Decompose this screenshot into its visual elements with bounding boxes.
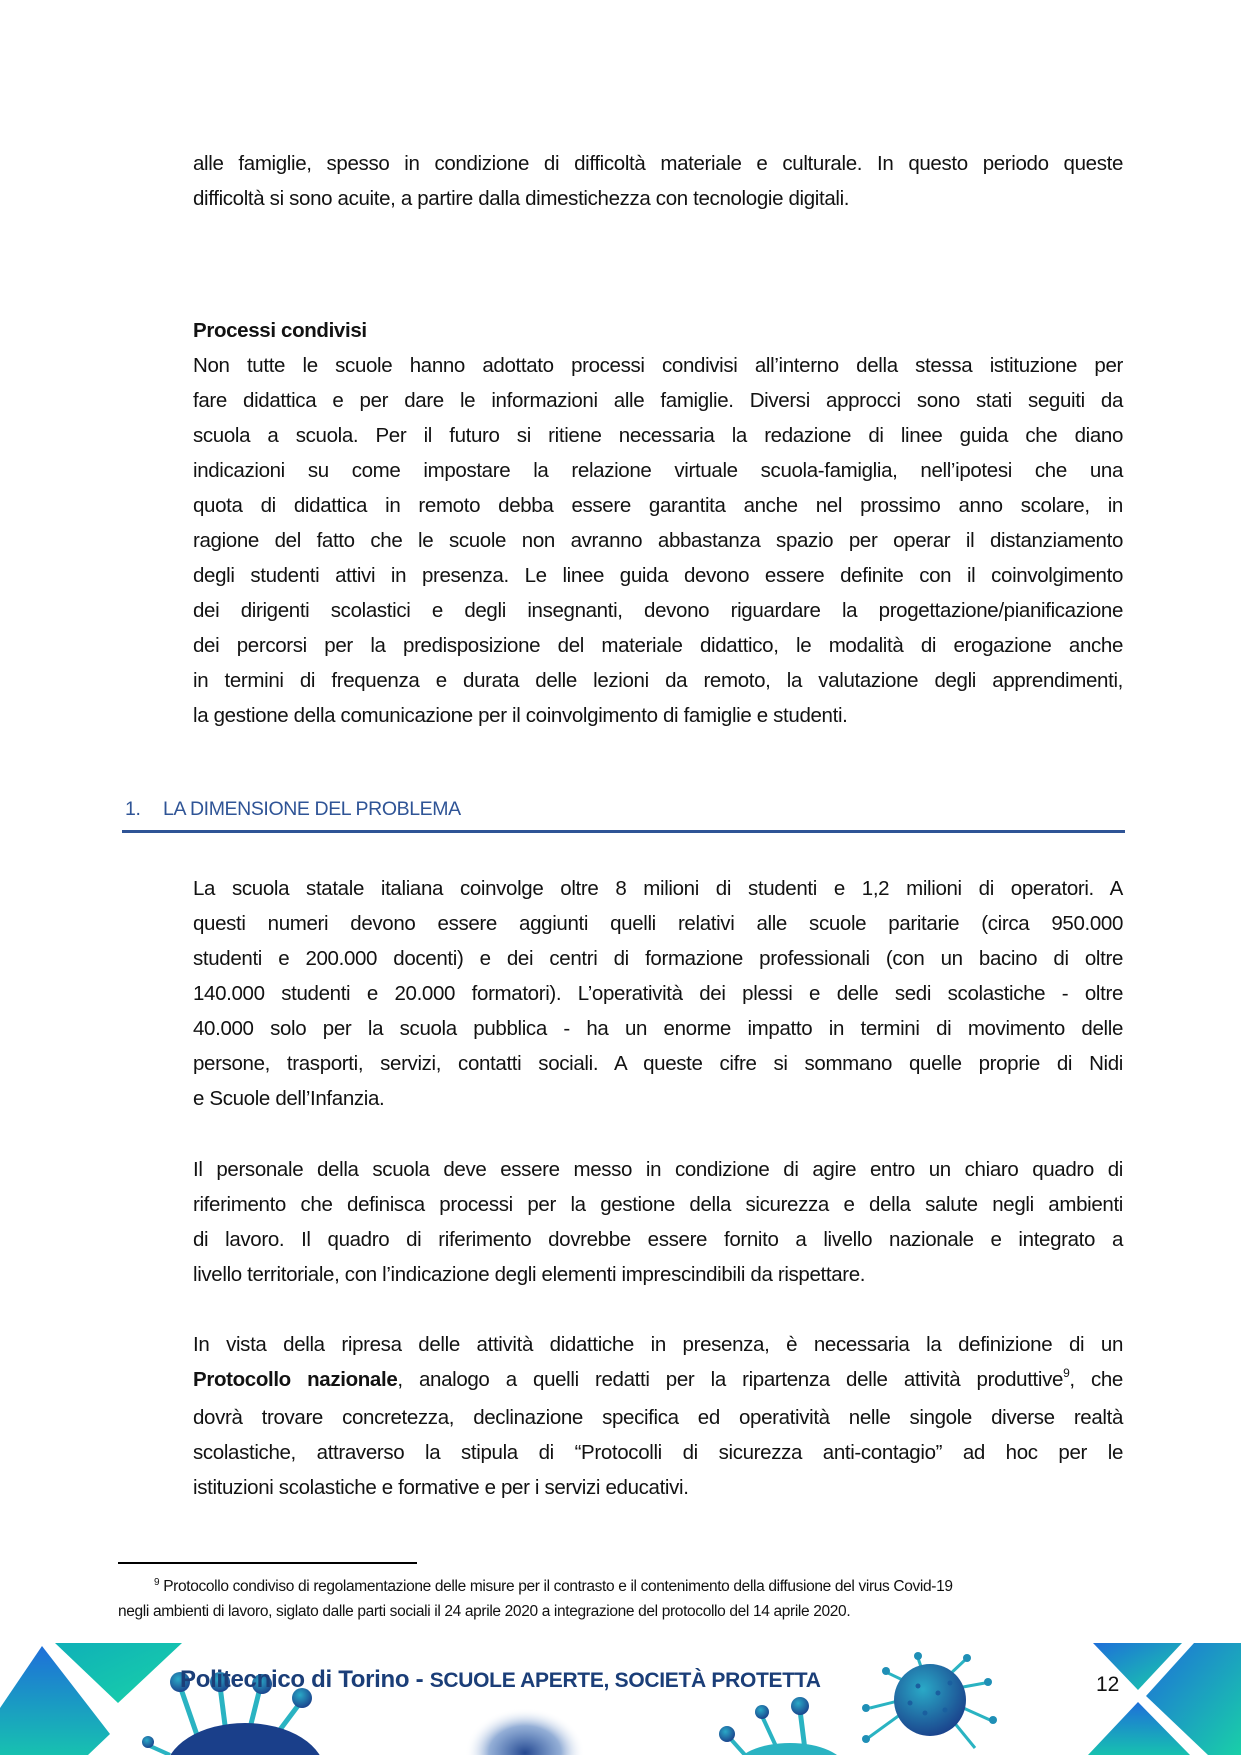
- left-diamond-decoration: [0, 1643, 182, 1755]
- subsection-title: Processi condivisi: [193, 319, 367, 342]
- text-line: istituzioni scolastiche e formative e per i servizi educativi.: [193, 1476, 689, 1499]
- scuola-paragraph: [193, 871, 1123, 1116]
- footnote-line: [118, 1575, 1123, 1600]
- page-number: 12: [1096, 1673, 1120, 1696]
- text-line: La scuola statale italiana coinvolge oltre 8 milioni di studenti e 1,2 milioni di operatori. A: [193, 877, 1123, 900]
- text-line: dei percorsi per la predisposizione del materiale didattico, le modalità di erogazione anche: [193, 634, 1123, 657]
- text-line: 140.000 studenti e 20.000 formatori). L’operatività dei plessi e delle sedi scolastiche - oltre: [193, 982, 1123, 1005]
- text-line: dei dirigenti scolastici e degli insegnanti, devono riguardare la progettazione/pianificazione: [193, 599, 1123, 622]
- section-number: 1.: [125, 798, 141, 820]
- text-line: quota di didattica in remoto debba essere garantita anche nel prossimo anno scolare, in: [193, 494, 1123, 517]
- text-line: di lavoro. Il quadro di riferimento dovrebbe essere fornito a livello nazionale e integrato a: [193, 1228, 1123, 1251]
- text-line: livello territoriale, con l’indicazione degli elementi imprescindibili da rispettare.: [193, 1263, 866, 1286]
- virus-illustration-blurred: [465, 1708, 585, 1755]
- text-line: e Scuole dell’Infanzia.: [193, 1087, 385, 1110]
- text-line: degli studenti attivi in presenza. Le linee guida devono essere definite con il coinvolgimento: [193, 564, 1123, 587]
- text-line: Non tutte le scuole hanno adottato processi condivisi all’interno della stessa istituzione per: [193, 354, 1123, 377]
- text-line: scuola a scuola. Per il futuro si ritiene necessaria la redazione di linee guida che diano: [193, 424, 1123, 447]
- bold-term: Protocollo nazionale: [193, 1368, 398, 1391]
- text-line: 40.000 solo per la scuola pubblica - ha un enorme impatto in termini di movimento delle: [193, 1017, 1123, 1040]
- text-line: dovrà trovare concretezza, declinazione specifica ed operatività nelle singole diverse realtà: [193, 1406, 1123, 1429]
- text-line: persone, trasporti, servizi, contatti sociali. A queste cifre si sommano quelle proprie di Nidi: [193, 1052, 1123, 1075]
- text-line: in termini di frequenza e durata delle lezioni da remoto, la valutazione degli apprendimenti,: [193, 669, 1123, 692]
- text-line: la gestione della comunicazione per il coinvolgimento di famiglie e studenti.: [193, 704, 848, 727]
- text-line: [193, 1362, 1123, 1400]
- text-line: Il personale della scuola deve essere messo in condizione di agire entro un chiaro quadro di: [193, 1158, 1123, 1181]
- section-heading: [125, 798, 1124, 821]
- text-line: difficoltà si sono acuite, a partire dalla dimestichezza con tecnologie digitali.: [193, 187, 850, 210]
- text-line: indicazioni su come impostare la relazione virtuale scuola-famiglia, nell’ipotesi che una: [193, 459, 1123, 482]
- text-line: riferimento che definisca processi per la gestione della sicurezza e della salute negli ambienti: [193, 1193, 1123, 1216]
- text-line: alle famiglie, spesso in condizione di difficoltà materiale e culturale. In questo periodo queste: [193, 152, 1123, 175]
- section-underline: [122, 830, 1125, 833]
- personale-paragraph: [193, 1152, 1123, 1292]
- footnote-marker: 9: [154, 1577, 160, 1588]
- right-x-decoration: [1088, 1643, 1241, 1755]
- project-name: SCUOLE APERTE, SOCIETÀ PROTETTA: [429, 1669, 821, 1692]
- footnote-line: negli ambienti di lavoro, siglato dalle parti sociali il 24 aprile 2020 a integrazione del protocollo del 14 aprile 2020.: [118, 1603, 851, 1620]
- text-line: scolastiche, attraverso la stipula di “Protocolli di sicurezza anti-contagio” ad hoc per le: [193, 1441, 1123, 1464]
- footnote: [118, 1575, 1123, 1623]
- intro-paragraph: [193, 146, 1123, 216]
- footer-title: [180, 1666, 821, 1694]
- text-fragment: , che: [1069, 1368, 1123, 1391]
- institution-name: Politecnico di Torino: [180, 1666, 410, 1693]
- text-line: questi numeri devono essere aggiunti quelli relativi alle scuole paritarie (circa 950.000: [193, 912, 1123, 935]
- processi-paragraph: [193, 348, 1123, 733]
- text-line: fare didattica e per dare le informazioni alle famiglie. Diversi approcci sono stati seguiti da: [193, 389, 1123, 412]
- title-separator: -: [409, 1666, 430, 1693]
- text-line: In vista della ripresa delle attività didattiche in presenza, è necessaria la definizione di un: [193, 1333, 1123, 1356]
- section-title: LA DIMENSIONE DEL PROBLEMA: [163, 798, 461, 820]
- footer-banner: [0, 1638, 1241, 1755]
- text-fragment: , analogo a quelli redatti per la ripartenza delle attività produttive: [397, 1368, 1064, 1391]
- footnote-text: Protocollo condiviso di regolamentazione delle misure per il contrasto e il contenimento della diffusione del virus Covid-19: [163, 1578, 953, 1595]
- footnote-reference[interactable]: 9: [1063, 1366, 1070, 1380]
- banner-graphics: [0, 1638, 1241, 1755]
- protocollo-paragraph: [193, 1327, 1123, 1505]
- text-line: studenti e 200.000 docenti) e dei centri di formazione professionali (con un bacino di oltre: [193, 947, 1123, 970]
- footnote-separator: [118, 1562, 417, 1564]
- text-line: ragione del fatto che le scuole non avranno abbastanza spazio per operar il distanziamento: [193, 529, 1123, 552]
